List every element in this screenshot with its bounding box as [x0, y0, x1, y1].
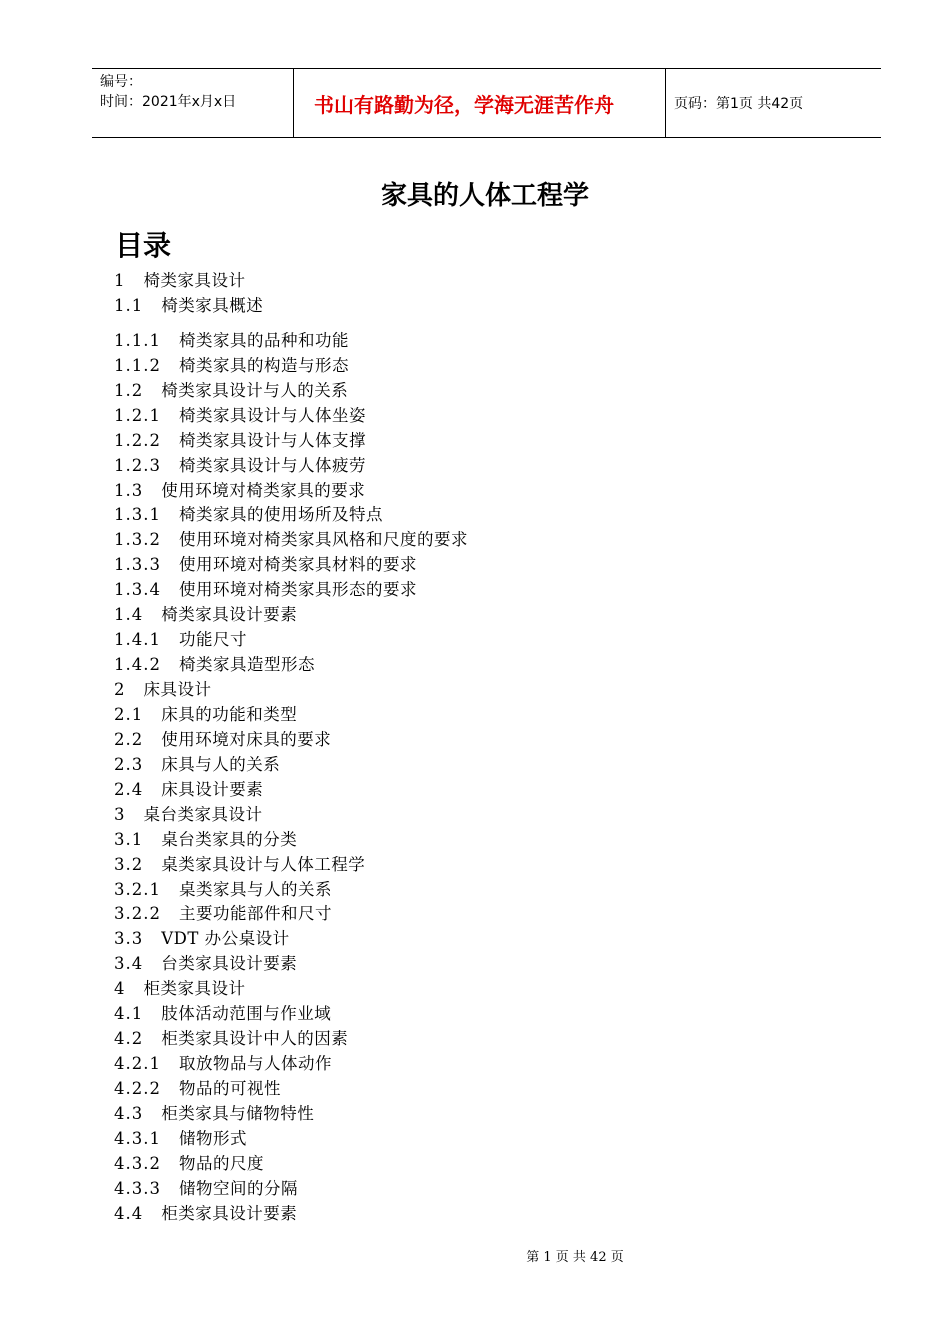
toc-entry-text: 肢体活动范围与作业域: [161, 1004, 332, 1024]
toc-entry[interactable]: [114, 403, 468, 428]
toc-entry[interactable]: [114, 677, 468, 702]
toc-entry-number: 4.2.2: [114, 1079, 161, 1098]
toc-entry[interactable]: [114, 293, 468, 318]
toc-entry-number: 1.3.3: [114, 555, 161, 575]
document-title: 家具的人体工程学: [380, 181, 589, 211]
toc-entry-number: 1.3.1: [114, 505, 161, 525]
toc-entry-text: 储物空间的分隔: [178, 1178, 298, 1198]
toc-entry[interactable]: [114, 1076, 468, 1101]
toc-entry-number: 1.2.2: [114, 430, 161, 450]
toc-entry[interactable]: [114, 951, 468, 976]
time-label: 时间：2021年x月x日: [100, 94, 237, 110]
toc-entry[interactable]: [114, 702, 468, 727]
toc-entry[interactable]: [114, 852, 468, 877]
toc-entry-text: 取放物品与人体动作: [178, 1054, 332, 1074]
toc-entry-text: 主要功能部件和尺寸: [178, 904, 332, 924]
toc-entry[interactable]: [114, 577, 468, 602]
toc-entry-number: 1.2.1: [114, 405, 161, 425]
toc-entry-number: 3: [114, 804, 126, 824]
toc-entry-text: 储物形式: [178, 1128, 247, 1148]
toc-entry-number: 2.1: [114, 704, 144, 724]
toc-entry-text: VDT 办公桌设计: [161, 929, 290, 949]
toc-entry-number: 1.4: [114, 605, 144, 625]
toc-entry-number: 4.2.1: [114, 1054, 161, 1074]
header-page-info: 页码：第1页 共42页: [674, 96, 804, 112]
toc-entry[interactable]: [114, 926, 468, 951]
toc-entry-number: 4.3: [114, 1103, 144, 1123]
table-of-contents: [114, 268, 468, 1226]
toc-entry-text: 椅类家具设计: [143, 271, 246, 290]
toc-entry-text: 椅类家具设计与人的关系: [161, 380, 349, 400]
toc-entry-number: 4.1: [114, 1004, 144, 1024]
toc-entry-text: 使用环境对椅类家具材料的要求: [178, 555, 417, 575]
toc-entry-text: 椅类家具设计要素: [161, 605, 298, 625]
toc-entry-number: 4.3.2: [114, 1153, 161, 1173]
toc-entry-text: 柜类家具与储物特性: [161, 1103, 315, 1123]
toc-entry-number: 1.3.4: [114, 580, 161, 600]
toc-entry-text: 椅类家具设计与人体坐姿: [178, 405, 366, 425]
toc-entry-number: 1.3.2: [114, 530, 161, 550]
toc-entry[interactable]: [114, 1201, 468, 1226]
toc-entry-text: 桌类家具设计与人体工程学: [161, 854, 366, 874]
toc-entry-number: 4.3.1: [114, 1128, 161, 1148]
toc-entry[interactable]: [114, 268, 468, 293]
toc-entry-text: 使用环境对床具的要求: [161, 729, 332, 749]
toc-entry-number: 4.3.3: [114, 1178, 161, 1198]
toc-entry-number: 1.2: [114, 380, 144, 400]
toc-entry-number: 1.1: [114, 295, 144, 315]
toc-entry[interactable]: [114, 727, 468, 752]
toc-entry-number: 3.2.1: [114, 879, 161, 899]
toc-entry-number: 1.2.3: [114, 455, 161, 475]
toc-entry[interactable]: [114, 428, 468, 453]
toc-entry[interactable]: [114, 1051, 468, 1076]
toc-entry[interactable]: [114, 478, 468, 503]
toc-entry-text: 椅类家具的构造与形态: [178, 355, 349, 375]
toc-entry-text: 床具设计: [143, 680, 212, 699]
toc-entry[interactable]: [114, 827, 468, 852]
header-meta: [92, 69, 293, 137]
toc-entry[interactable]: [114, 1126, 468, 1151]
toc-entry[interactable]: [114, 453, 468, 478]
toc-entry[interactable]: [114, 1026, 468, 1051]
number-label: 编号：: [100, 74, 142, 90]
toc-entry-number: 2.3: [114, 754, 144, 774]
toc-entry-text: 椅类家具概述: [161, 295, 264, 315]
toc-entry-text: 功能尺寸: [178, 630, 247, 650]
page-header: [92, 68, 881, 138]
toc-entry-number: 3.1: [114, 829, 144, 849]
header-motto: 书山有路勤为径，学海无涯苦作舟: [293, 69, 666, 137]
toc-entry-number: 1.3: [114, 480, 144, 500]
toc-entry-text: 椅类家具的品种和功能: [178, 330, 349, 350]
toc-entry-number: 2.4: [114, 779, 144, 799]
toc-entry-text: 椅类家具造型形态: [178, 655, 315, 675]
toc-entry-text: 椅类家具设计与人体疲劳: [178, 455, 366, 475]
toc-entry-text: 床具设计要素: [161, 779, 264, 799]
toc-entry-text: 使用环境对椅类家具风格和尺度的要求: [178, 530, 468, 550]
toc-entry-number: 4.2: [114, 1029, 144, 1049]
toc-entry[interactable]: [114, 502, 468, 527]
toc-entry-number: 1.4.1: [114, 630, 161, 650]
toc-entry-text: 使用环境对椅类家具的要求: [161, 480, 366, 500]
toc-entry[interactable]: [114, 1176, 468, 1201]
toc-entry-text: 桌台类家具设计: [143, 804, 263, 824]
toc-entry[interactable]: [114, 1101, 468, 1126]
toc-entry-text: 桌类家具与人的关系: [178, 879, 332, 899]
toc-entry[interactable]: [114, 627, 468, 652]
toc-entry-number: 2: [114, 680, 126, 699]
toc-entry[interactable]: [114, 802, 468, 827]
toc-entry[interactable]: [114, 652, 468, 677]
toc-entry-number: 1.4.2: [114, 655, 161, 675]
toc-entry-text: 桌台类家具的分类: [161, 829, 298, 849]
toc-entry[interactable]: [114, 877, 468, 902]
toc-entry[interactable]: [114, 752, 468, 777]
toc-entry[interactable]: [114, 777, 468, 802]
toc-entry-number: 3.3: [114, 929, 144, 949]
toc-entry-number: 1.1.1: [114, 330, 161, 350]
toc-entry-text: 柜类家具设计要素: [161, 1203, 298, 1223]
page-footer: 第 1 页 共 42 页: [526, 1250, 624, 1265]
toc-entry-text: 椅类家具设计与人体支撑: [178, 430, 366, 450]
toc-entry-number: 2.2: [114, 729, 144, 749]
toc-entry-number: 4.4: [114, 1203, 144, 1223]
toc-entry-number: 3.2: [114, 854, 144, 874]
toc-entry[interactable]: [114, 602, 468, 627]
toc-entry-text: 使用环境对椅类家具形态的要求: [178, 580, 417, 600]
toc-entry-text: 柜类家具设计中人的因素: [161, 1029, 349, 1049]
toc-entry-text: 物品的尺度: [178, 1153, 264, 1173]
toc-entry[interactable]: [114, 378, 468, 403]
toc-entry[interactable]: [114, 353, 468, 378]
toc-entry-text: 椅类家具的使用场所及特点: [178, 505, 383, 525]
toc-entry-number: 4: [114, 979, 126, 999]
toc-entry[interactable]: [114, 1001, 468, 1026]
toc-entry-number: 3.4: [114, 954, 144, 974]
toc-entry-text: 床具与人的关系: [161, 754, 281, 774]
toc-entry-text: 台类家具设计要素: [161, 954, 298, 974]
toc-heading: 目录: [115, 229, 172, 262]
toc-entry-text: 柜类家具设计: [143, 979, 246, 999]
toc-entry[interactable]: [114, 976, 468, 1001]
toc-entry[interactable]: [114, 328, 468, 353]
toc-entry[interactable]: [114, 552, 468, 577]
toc-entry[interactable]: [114, 527, 468, 552]
toc-entry[interactable]: [114, 901, 468, 926]
toc-entry-text: 床具的功能和类型: [161, 704, 298, 724]
toc-entry-number: 1: [114, 271, 126, 290]
toc-entry-text: 物品的可视性: [178, 1079, 281, 1098]
toc-entry-number: 3.2.2: [114, 904, 161, 924]
toc-entry-number: 1.1.2: [114, 355, 161, 375]
toc-entry[interactable]: [114, 1151, 468, 1176]
